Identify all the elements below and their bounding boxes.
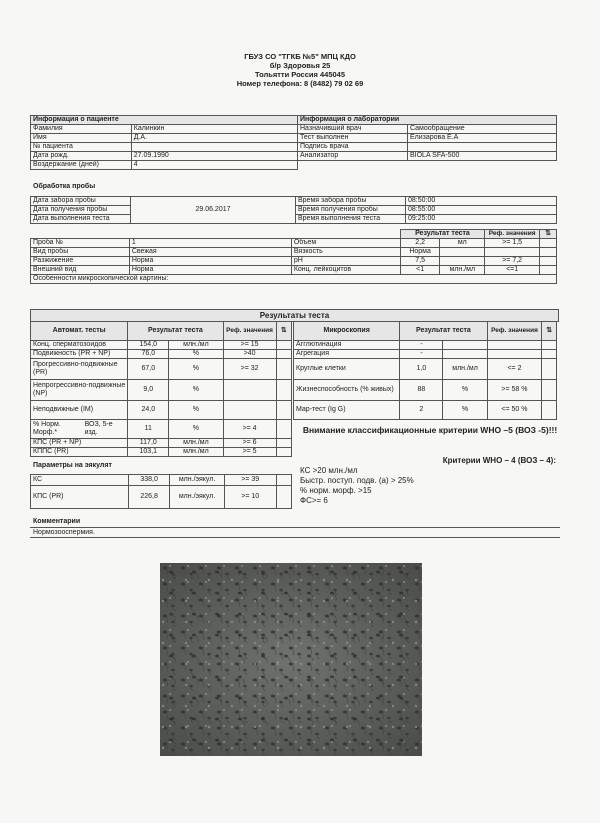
patient-title: Информация о пациенте [31, 116, 298, 125]
micro-ref [487, 350, 542, 359]
micro-value: - [400, 341, 443, 350]
auto-unit: % [169, 359, 223, 380]
sample-unit: млн./мл [440, 266, 485, 275]
auto-ref: >= 4 [223, 420, 276, 439]
auto-value: 9,0 [128, 380, 169, 401]
patient-value: Д.А. [131, 134, 297, 143]
sample-label: Проба № [31, 239, 130, 248]
auto-value: 117,0 [128, 439, 169, 448]
processing-label: Дата выполнения теста [31, 215, 131, 224]
lab-label: Подпись врача [298, 143, 408, 152]
lab-label: Анализатор [298, 152, 408, 161]
sample-value: Норма [129, 266, 291, 275]
micro-ref [487, 341, 542, 350]
auto-unit: млн./мл [169, 439, 223, 448]
ejac-unit: млн./эякул. [170, 475, 225, 486]
auto-value: 67,0 [128, 359, 169, 380]
sort-icon[interactable]: ⇅ [540, 230, 557, 239]
sample-result: 7,5 [400, 257, 440, 266]
microscopy-table [293, 321, 557, 420]
micro-value: 2 [400, 401, 443, 420]
auto-value: 103,1 [128, 448, 169, 457]
ejaculate-title: Параметры на эякулят [33, 462, 112, 469]
auto-result-header: Результат теста [128, 322, 223, 341]
processing-time-label: Время получения пробы [296, 206, 406, 215]
auto-ref-header: Реф. значения [223, 322, 276, 341]
ejac-value: 338,0 [129, 475, 170, 486]
criteria-line: КС >20 млн./мл [300, 466, 358, 475]
sample-param: Конц. лейкоцитов [291, 266, 400, 275]
sample-ref [485, 248, 540, 257]
micro-value: 1,0 [400, 359, 443, 380]
sample-result: 2,2 [400, 239, 440, 248]
micro-value: 88 [400, 380, 443, 401]
info-table [30, 115, 557, 170]
micro-label: Агрегация [294, 350, 400, 359]
comments-title: Комментарии [33, 518, 81, 525]
auto-label: Непрогрессивно-подвижные (NP) [31, 380, 128, 401]
micro-label: Жизнеспособность (% живых) [294, 380, 400, 401]
sample-value: 1 [129, 239, 291, 248]
auto-ref: >= 5 [223, 448, 276, 457]
micro-label: Мар-тест (Ig G) [294, 401, 400, 420]
micro-label: Агглютинация [294, 341, 400, 350]
sample-param: Объем [291, 239, 400, 248]
auto-ref: >40 [223, 350, 276, 359]
auto-unit: % [169, 380, 223, 401]
patient-label: № пациента [31, 143, 132, 152]
lab-value: BIOLA SFA-500 [408, 152, 557, 161]
micro-unit: % [443, 380, 487, 401]
criteria-line: Быстр. поступ. подв. (а) > 25% [300, 476, 414, 485]
auto-label: КПС (PR + NP) [31, 439, 128, 448]
processing-time-value: 08:55:00 [406, 206, 557, 215]
micro-header: Микроскопия [294, 322, 400, 341]
micro-value: - [400, 350, 443, 359]
auto-label: Неподвижные (IM) [31, 401, 128, 420]
auto-value: 154,0 [128, 341, 169, 350]
sample-table [30, 229, 557, 284]
sample-ref: >= 1,5 [485, 239, 540, 248]
processing-time-label: Время выполнения теста [296, 215, 406, 224]
sample-value: Свежая [129, 248, 291, 257]
sample-ref: >= 7,2 [485, 257, 540, 266]
processing-time-label: Время забора пробы [296, 197, 406, 206]
processing-time-value: 08:50:00 [406, 197, 557, 206]
ejaculate-table [30, 474, 292, 509]
auto-label: КППС (PR) [31, 448, 128, 457]
auto-value: 76,0 [128, 350, 169, 359]
processing-label: Дата получения пробы [31, 206, 131, 215]
auto-label: Прогрессивно-подвижные (PR) [31, 359, 128, 380]
criteria-title: Критерии WHO – 4 (ВОЗ – 4): [442, 456, 556, 465]
auto-header: Автомат. тесты [31, 322, 128, 341]
micro-label: Круглые клетки [294, 359, 400, 380]
org-address-2: Тольятти Россия 445045 [254, 70, 346, 79]
micro-ref: <= 50 % [487, 401, 542, 420]
patient-value: Калинкин [131, 125, 297, 134]
sample-unit: мл [440, 239, 485, 248]
patient-value [131, 143, 297, 152]
sample-unit [440, 257, 485, 266]
results-title: Результаты теста [30, 309, 559, 322]
patient-value: 27.09.1990 [131, 152, 297, 161]
sort-icon[interactable]: ⇅ [276, 322, 291, 341]
sample-result-header: Результат теста [400, 230, 484, 239]
auto-unit: млн./мл [169, 341, 223, 350]
lab-title: Информация о лаборатории [298, 116, 557, 125]
report-header [0, 52, 600, 88]
auto-label: Конц. сперматозоидов [31, 341, 128, 350]
ejac-ref: >= 39 [224, 475, 276, 486]
lab-value: Елизарова Е.А [408, 134, 557, 143]
sample-value: Норма [129, 257, 291, 266]
micro-result-header: Результат теста [400, 322, 487, 341]
auto-tests-table [30, 321, 292, 457]
sample-result: <1 [400, 266, 440, 275]
microscope-texture [160, 563, 422, 756]
org-name: ГБУЗ СО "ТГКБ №5" МПЦ КДО [244, 52, 356, 61]
auto-value: 24,0 [128, 401, 169, 420]
processing-date: 29.06.2017 [131, 197, 296, 224]
ejac-label: КПС (PR) [31, 486, 129, 509]
sample-param: Вязкость [291, 248, 400, 257]
processing-title: Обработка пробы [33, 183, 96, 190]
micro-ref-header: Реф. значения [487, 322, 542, 341]
lab-label: Тест выполнен [298, 134, 408, 143]
auto-value: 11 [128, 420, 169, 439]
auto-label: Подвижность (PR + NP) [31, 350, 128, 359]
patient-value: 4 [131, 161, 297, 170]
processing-label: Дата забора пробы [31, 197, 131, 206]
who4-criteria [300, 456, 556, 506]
auto-unit: % [169, 350, 223, 359]
who5-warning: Внимание классификационные критерии WHO –5 (ВОЗ -5)!!! [302, 425, 558, 435]
micro-unit [443, 341, 487, 350]
sample-result: Норма [400, 248, 440, 257]
auto-label: % Норм. Морф.* [33, 421, 61, 436]
sample-ref-header: Реф. значения [485, 230, 540, 239]
patient-label: Фамилия [31, 125, 132, 134]
auto-ref: >= 15 [223, 341, 276, 350]
auto-unit: млн./мл [169, 448, 223, 457]
processing-time-value: 09:25:00 [406, 215, 557, 224]
micro-unit: % [443, 401, 487, 420]
ejac-label: КС [31, 475, 129, 486]
auto-ref [223, 401, 276, 420]
ejac-ref: >= 10 [224, 486, 276, 509]
patient-label: Имя [31, 134, 132, 143]
micro-unit [443, 350, 487, 359]
org-phone: Номер телефона: 8 (8482) 79 02 69 [236, 79, 364, 88]
micro-unit: млн./мл [443, 359, 487, 380]
sample-label: Разжижение [31, 257, 130, 266]
auto-label-sub: ВОЗ, 5-е изд. [84, 421, 113, 436]
ejac-unit: млн./эякул. [170, 486, 225, 509]
sample-unit [440, 248, 485, 257]
auto-ref: >= 6 [223, 439, 276, 448]
comments-text: Нормозооспермия. [30, 527, 560, 538]
ejac-value: 226,8 [129, 486, 170, 509]
sample-label: Вид пробы [31, 248, 130, 257]
lab-label: Назначивший врач [298, 125, 408, 134]
sample-param: pH [291, 257, 400, 266]
micro-ref: >= 58 % [487, 380, 542, 401]
patient-label: Дата рожд. [31, 152, 132, 161]
sort-icon[interactable]: ⇅ [542, 322, 557, 341]
auto-ref [223, 380, 276, 401]
processing-table [30, 196, 557, 224]
micro-ref: <= 2 [487, 359, 542, 380]
patient-label: Воздержание (дней) [31, 161, 132, 170]
lab-value [408, 143, 557, 152]
criteria-line: ФС>= 6 [300, 496, 328, 505]
sample-label: Внешний вид [31, 266, 130, 275]
lab-value: Самообращение [408, 125, 557, 134]
auto-unit: % [169, 401, 223, 420]
org-address-1: б/р Здоровья 25 [269, 61, 331, 70]
micro-features: Особенности микроскопической картины: [31, 275, 557, 284]
microscope-image [160, 563, 422, 756]
auto-ref: >= 32 [223, 359, 276, 380]
auto-unit: % [169, 420, 223, 439]
criteria-line: % норм. морф. >15 [300, 486, 372, 495]
sample-ref: <=1 [485, 266, 540, 275]
